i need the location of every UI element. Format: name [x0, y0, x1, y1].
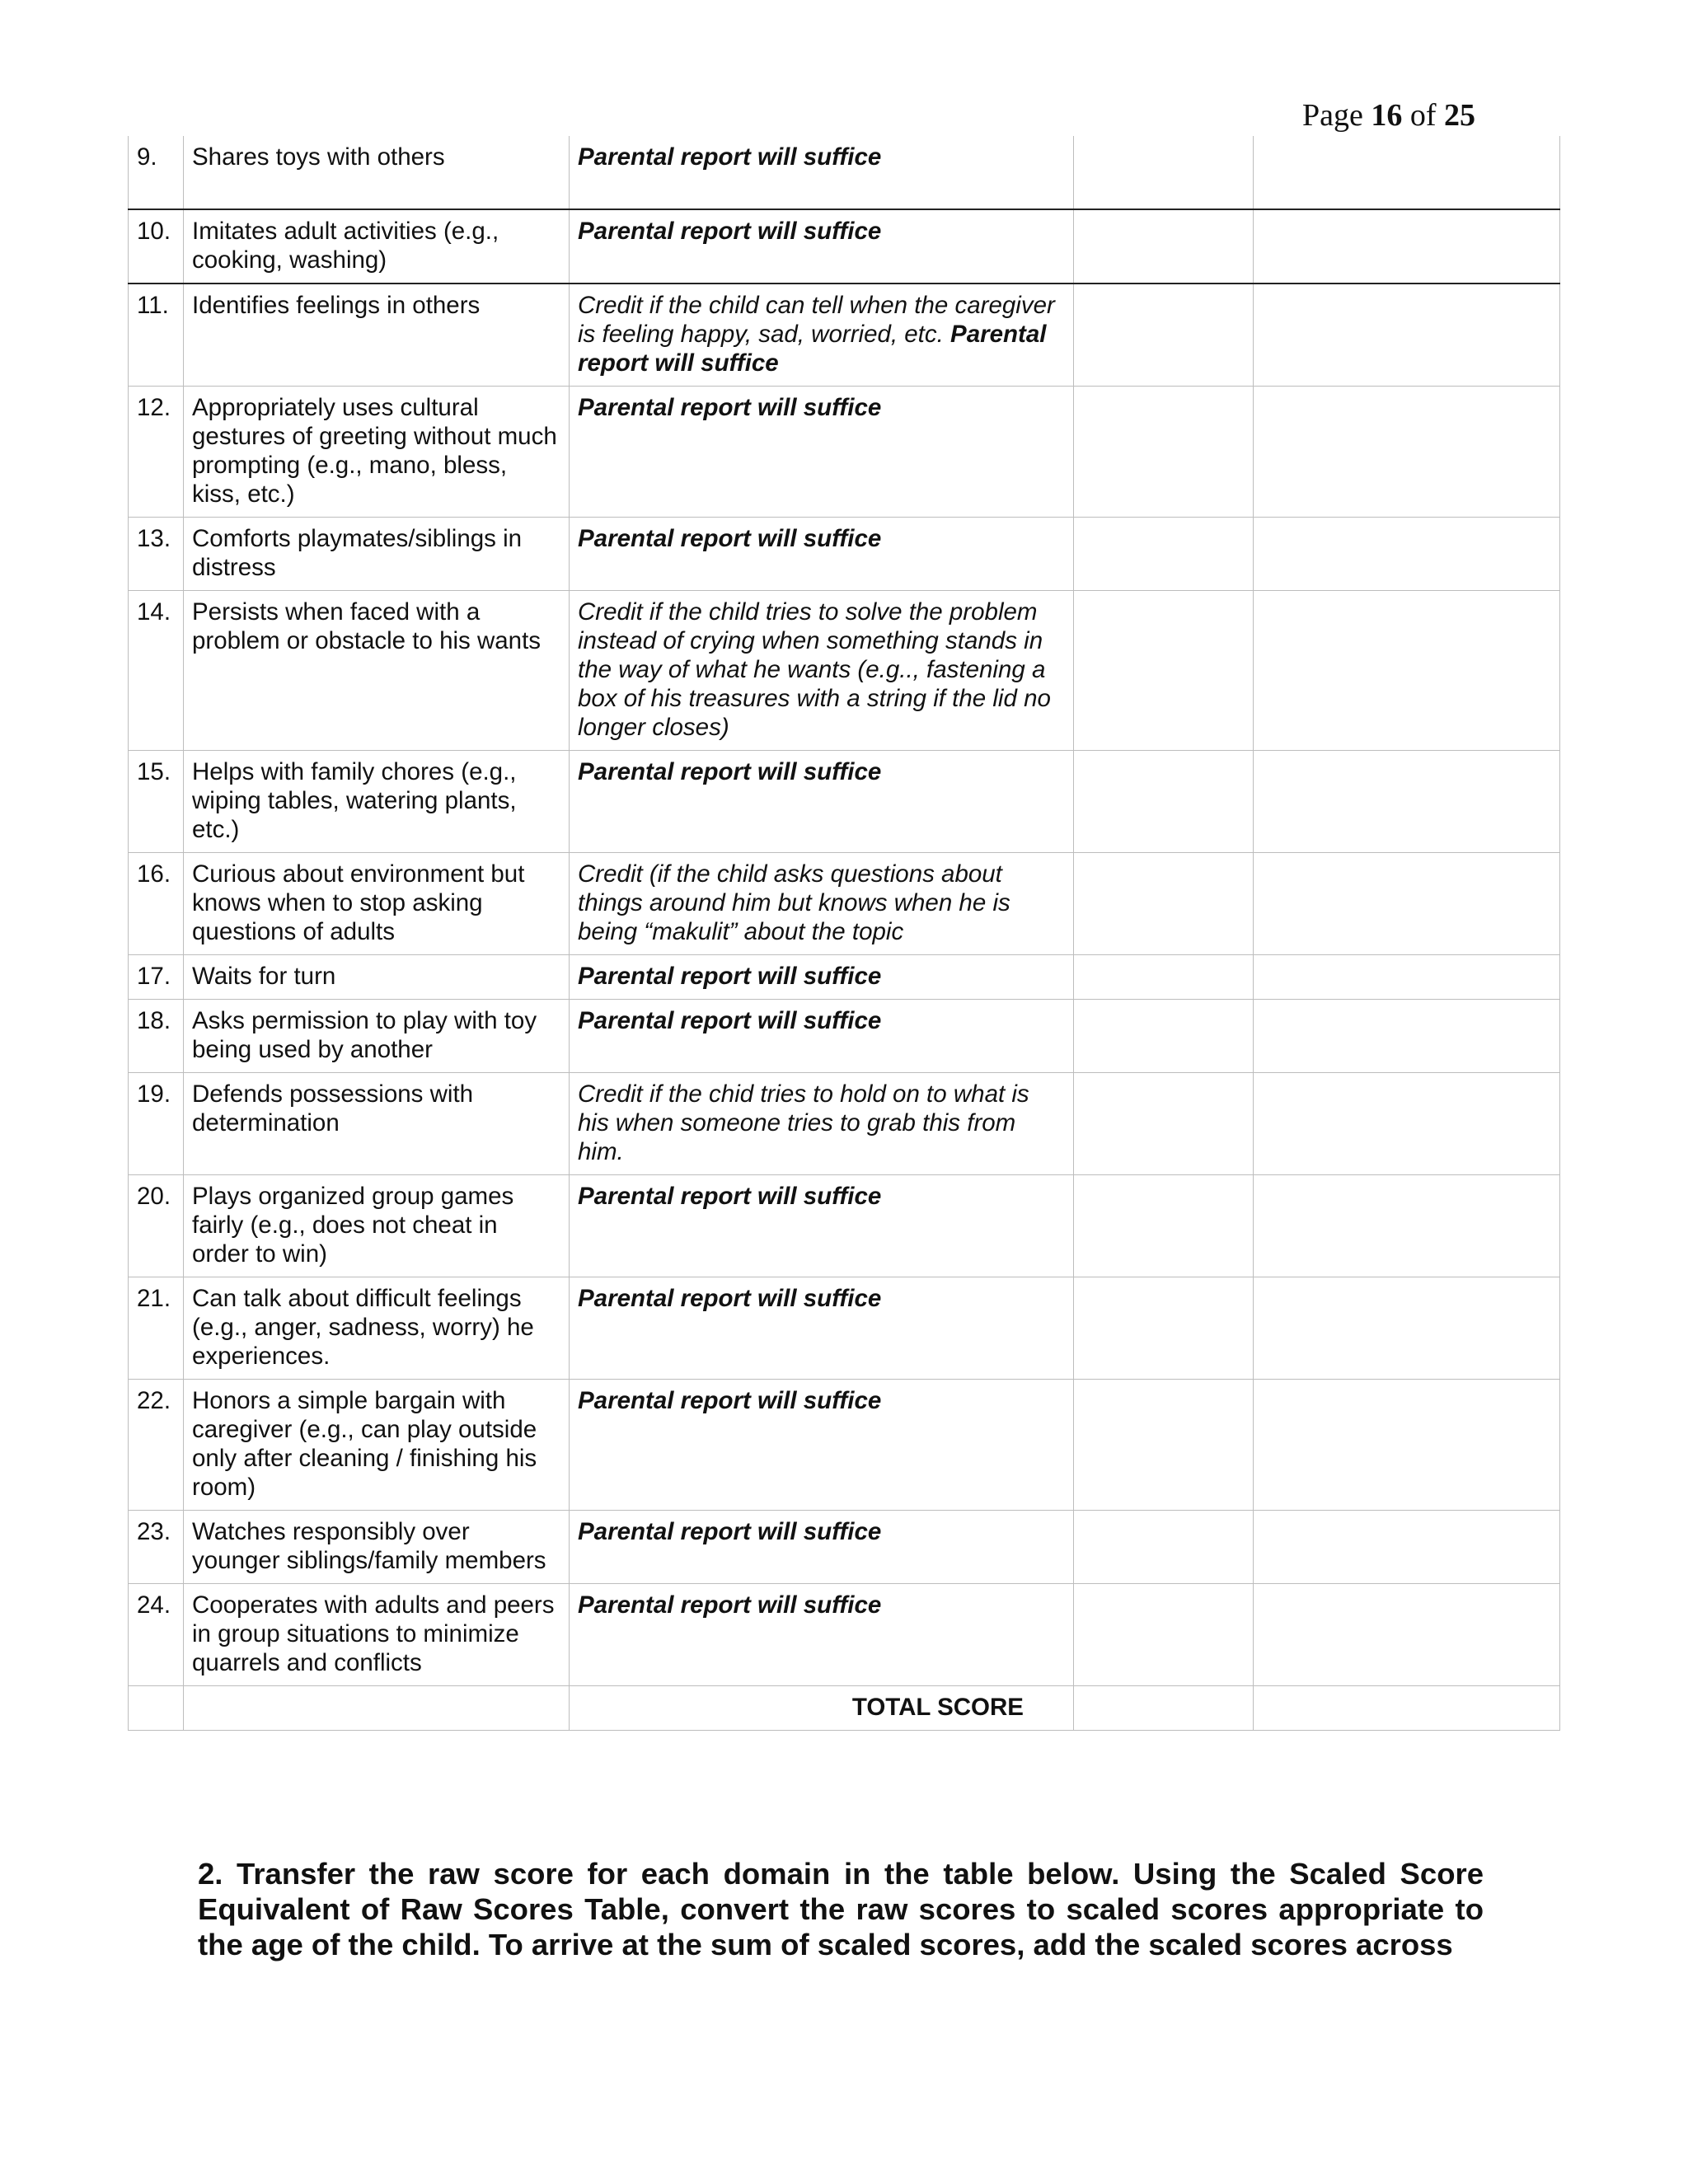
- table-row: [129, 1380, 1560, 1511]
- scoring-note-emphasis: Parental report will suffice: [578, 525, 882, 552]
- scoring-note-emphasis: Parental report will suffice: [578, 1183, 882, 1210]
- item-description: Persists when faced with a problem or obstacle to his wants: [184, 591, 570, 751]
- score-cell[interactable]: [1074, 518, 1254, 591]
- score-cell[interactable]: [1254, 1175, 1560, 1277]
- score-cell[interactable]: [1254, 1584, 1560, 1686]
- item-description: Plays organized group games fairly (e.g., does not cheat in order to win): [184, 1175, 570, 1277]
- item-number: 19.: [129, 1073, 184, 1175]
- score-cell[interactable]: [1254, 853, 1560, 955]
- scoring-note-emphasis: Parental report will suffice: [578, 394, 882, 421]
- score-cell[interactable]: [1254, 955, 1560, 1000]
- scoring-note: [570, 518, 1074, 591]
- scoring-note: [570, 1073, 1074, 1175]
- item-description: Can talk about difficult feelings (e.g., anger, sadness, worry) he experiences.: [184, 1277, 570, 1380]
- scoring-note-emphasis: Parental report will suffice: [578, 758, 882, 785]
- scoring-note-emphasis: Parental report will suffice: [578, 143, 882, 171]
- page-total: 25: [1444, 98, 1476, 133]
- table-row: [129, 209, 1560, 284]
- item-number: 12.: [129, 387, 184, 518]
- item-number: 21.: [129, 1277, 184, 1380]
- item-number: 17.: [129, 955, 184, 1000]
- table-row: [129, 518, 1560, 591]
- scoring-note: [570, 1584, 1074, 1686]
- item-number: 18.: [129, 1000, 184, 1073]
- scoring-note: [570, 1380, 1074, 1511]
- score-cell[interactable]: [1074, 1073, 1254, 1175]
- score-cell[interactable]: [1074, 591, 1254, 751]
- score-cell[interactable]: [1074, 387, 1254, 518]
- scoring-note: [570, 751, 1074, 853]
- item-number: 15.: [129, 751, 184, 853]
- item-description: Asks permission to play with toy being used by another: [184, 1000, 570, 1073]
- table-row: [129, 1175, 1560, 1277]
- score-cell[interactable]: [1254, 136, 1560, 209]
- item-description: Waits for turn: [184, 955, 570, 1000]
- of-word: of: [1409, 98, 1437, 133]
- item-description: Honors a simple bargain with caregiver (e.g., can play outside only after cleaning / finishing his room): [184, 1380, 570, 1511]
- score-cell[interactable]: [1074, 751, 1254, 853]
- scoring-note-emphasis: Parental report will suffice: [578, 321, 1047, 377]
- score-cell[interactable]: [1074, 1380, 1254, 1511]
- score-cell[interactable]: [1074, 1000, 1254, 1073]
- instruction-paragraph: 2. Transfer the raw score for each domain in the table below. Using the Scaled Score Equivalent of Raw Scores Table, convert the raw scores to scaled scores appropriate to the age of the child. To arrive at the sum of scaled scores, add the scaled scores across: [198, 1857, 1484, 1961]
- item-description: Comforts playmates/siblings in distress: [184, 518, 570, 591]
- page-word: Page: [1302, 98, 1363, 133]
- score-cell[interactable]: [1074, 1511, 1254, 1584]
- score-cell[interactable]: [1074, 853, 1254, 955]
- page-current: 16: [1371, 98, 1403, 133]
- score-cell[interactable]: [1074, 1175, 1254, 1277]
- scoring-note: [570, 955, 1074, 1000]
- checklist-table: [128, 136, 1560, 1731]
- item-description: Cooperates with adults and peers in group situations to minimize quarrels and conflicts: [184, 1584, 570, 1686]
- scoring-note-emphasis: Parental report will suffice: [578, 218, 882, 245]
- table-row: [129, 1511, 1560, 1584]
- table-row: [129, 284, 1560, 387]
- score-cell[interactable]: [1254, 751, 1560, 853]
- item-number: 10.: [129, 209, 184, 284]
- scoring-note-text: Credit if the child tries to solve the problem instead of crying when something stands in the way of what he wants (e.g.., fastening a box of his treasures with a string if the lid no longer closes): [578, 598, 1051, 741]
- page-number: [1302, 97, 1484, 134]
- total-row: [129, 1686, 1560, 1731]
- table-row: [129, 751, 1560, 853]
- item-number: 11.: [129, 284, 184, 387]
- table-row: [129, 1073, 1560, 1175]
- item-description: Identifies feelings in others: [184, 284, 570, 387]
- scoring-note: [570, 591, 1074, 751]
- scoring-note: [570, 284, 1074, 387]
- score-cell[interactable]: [1254, 1000, 1560, 1073]
- table-row: [129, 591, 1560, 751]
- scoring-note: [570, 1000, 1074, 1073]
- scoring-note-text: Credit if the child can tell when the caregiver is feeling happy, sad, worried, etc.: [578, 292, 1055, 348]
- item-number: 24.: [129, 1584, 184, 1686]
- scoring-note: [570, 136, 1074, 209]
- total-score-cell[interactable]: [1254, 1686, 1560, 1731]
- score-cell[interactable]: [1074, 1584, 1254, 1686]
- item-description: Curious about environment but knows when to stop asking questions of adults: [184, 853, 570, 955]
- item-description: Shares toys with others: [184, 136, 570, 209]
- item-number: 23.: [129, 1511, 184, 1584]
- score-cell[interactable]: [1074, 136, 1254, 209]
- score-cell[interactable]: [1254, 1073, 1560, 1175]
- scoring-note: [570, 387, 1074, 518]
- table-row: [129, 955, 1560, 1000]
- scoring-note-text: Credit (if the child asks questions about things around him but knows when he is being “makulit” about the topic: [578, 860, 1010, 945]
- score-cell[interactable]: [1074, 955, 1254, 1000]
- score-cell[interactable]: [1254, 591, 1560, 751]
- scoring-note-text: Credit if the chid tries to hold on to what is his when someone tries to grab this from him.: [578, 1080, 1029, 1165]
- item-number: 20.: [129, 1175, 184, 1277]
- item-description: Imitates adult activities (e.g., cooking, washing): [184, 209, 570, 284]
- scoring-note: [570, 1175, 1074, 1277]
- scoring-note: [570, 1277, 1074, 1380]
- item-number: 14.: [129, 591, 184, 751]
- item-description: Watches responsibly over younger siblings/family members: [184, 1511, 570, 1584]
- scoring-note-emphasis: Parental report will suffice: [578, 963, 882, 990]
- scoring-note-emphasis: Parental report will suffice: [578, 1518, 882, 1545]
- score-cell[interactable]: [1254, 209, 1560, 284]
- score-cell[interactable]: [1074, 284, 1254, 387]
- scoring-note-emphasis: Parental report will suffice: [578, 1591, 882, 1619]
- empty-cell: [129, 1686, 184, 1731]
- table-row: [129, 136, 1560, 209]
- scoring-note-emphasis: Parental report will suffice: [578, 1285, 882, 1312]
- table-row: [129, 387, 1560, 518]
- total-score-cell[interactable]: [1074, 1686, 1254, 1731]
- empty-cell: [184, 1686, 570, 1731]
- total-score-label: TOTAL SCORE: [570, 1686, 1074, 1731]
- score-cell[interactable]: [1254, 1380, 1560, 1511]
- score-cell[interactable]: [1074, 1277, 1254, 1380]
- item-description: Helps with family chores (e.g., wiping tables, watering plants, etc.): [184, 751, 570, 853]
- score-cell[interactable]: [1254, 1277, 1560, 1380]
- item-number: 9.: [129, 136, 184, 209]
- scoring-note: [570, 1511, 1074, 1584]
- table-row: [129, 853, 1560, 955]
- item-description: Defends possessions with determination: [184, 1073, 570, 1175]
- score-cell[interactable]: [1254, 284, 1560, 387]
- scoring-note: [570, 209, 1074, 284]
- scoring-note-emphasis: Parental report will suffice: [578, 1387, 882, 1414]
- item-number: 16.: [129, 853, 184, 955]
- score-cell[interactable]: [1254, 387, 1560, 518]
- table-row: [129, 1000, 1560, 1073]
- score-cell[interactable]: [1254, 1511, 1560, 1584]
- table-row: [129, 1584, 1560, 1686]
- table-row: [129, 1277, 1560, 1380]
- scoring-note-emphasis: Parental report will suffice: [578, 1007, 882, 1034]
- item-description: Appropriately uses cultural gestures of greeting without much prompting (e.g., mano, bless, kiss, etc.): [184, 387, 570, 518]
- item-number: 22.: [129, 1380, 184, 1511]
- score-cell[interactable]: [1254, 518, 1560, 591]
- item-number: 13.: [129, 518, 184, 591]
- scoring-note: [570, 853, 1074, 955]
- score-cell[interactable]: [1074, 209, 1254, 284]
